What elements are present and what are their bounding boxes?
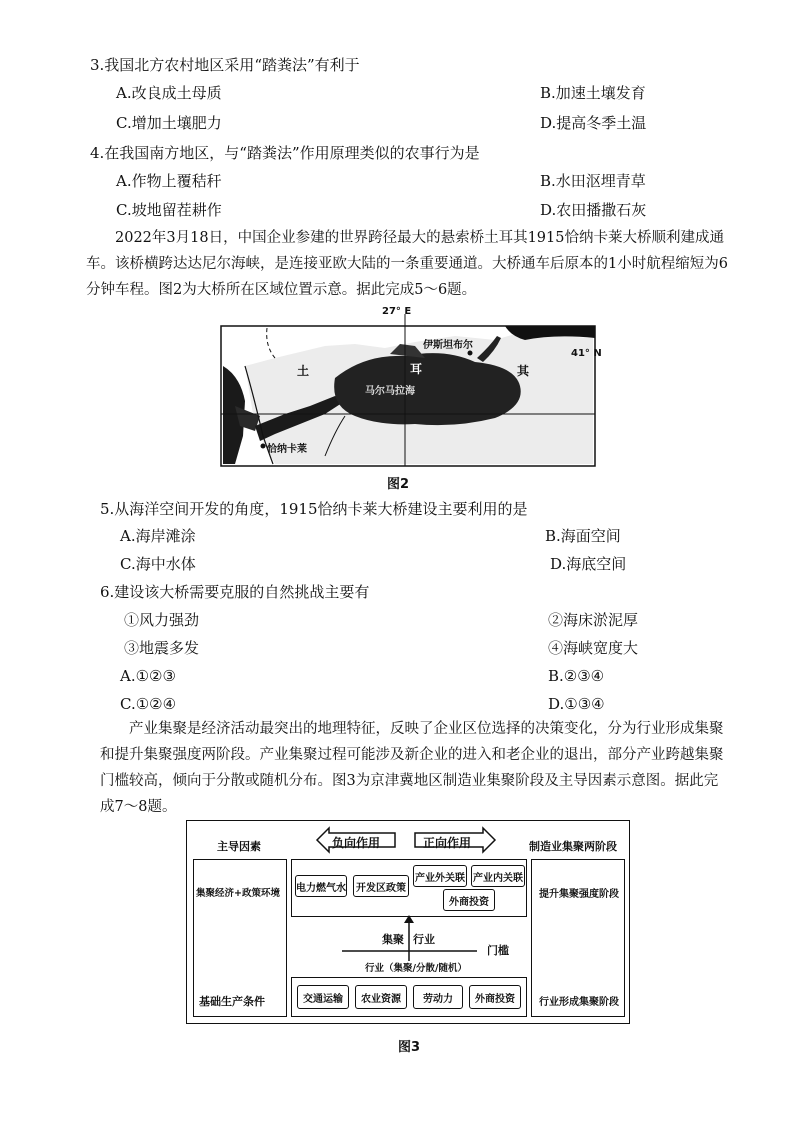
q5-option-c: C.海中水体 bbox=[120, 555, 196, 573]
factor-foreign-investment-bottom: 外商投资 bbox=[469, 985, 521, 1009]
q5-stem: 5.从海洋空间开发的角度，1915恰纳卡莱大桥建设主要利用的是 bbox=[100, 500, 528, 518]
q6-option-c: C.①②④ bbox=[120, 695, 177, 713]
q6-option-b: B.②③④ bbox=[548, 667, 605, 685]
turkey-char-tu: 土 bbox=[297, 364, 310, 378]
q6-option-a: A.①②③ bbox=[120, 667, 176, 685]
passage-bridge: 2022年3月18日，中国企业参建的世界跨径最大的悬索桥土耳其1915恰纳卡莱大桥顺利建成通车。该桥横跨达达尼尔海峡，是连接亚欧大陆的一条重要通道。大桥通车后原本的1小时航程缩短为6分钟车程。图2为大桥所在区域位置示意。据此完成5～6题。 bbox=[86, 230, 728, 298]
factor-basic-production: 基础生产条件 bbox=[199, 995, 265, 1008]
factor-agglomeration-policy: 集聚经济+政策环境 bbox=[196, 888, 280, 899]
q6-stem: 6.建设该大桥需要克服的自然挑战主要有 bbox=[100, 583, 370, 601]
figure-2-map bbox=[215, 306, 600, 468]
q3-option-a: A.改良成土母质 bbox=[116, 84, 222, 102]
canakkale-label: 恰纳卡莱 bbox=[267, 444, 307, 455]
q6-item-3: ③地震多发 bbox=[124, 639, 200, 657]
q5-option-a: A.海岸滩涂 bbox=[120, 527, 196, 545]
factor-labor: 劳动力 bbox=[413, 985, 463, 1009]
dominant-factors-title: 主导因素 bbox=[217, 840, 261, 853]
positive-effect-label: 正向作用 bbox=[423, 836, 472, 850]
two-stage-title: 制造业集聚两阶段 bbox=[529, 840, 617, 853]
stage-formation: 行业形成集聚阶段 bbox=[539, 997, 619, 1008]
istanbul-label: 伊斯坦布尔 bbox=[423, 340, 473, 351]
q5-option-b: B.海面空间 bbox=[545, 527, 621, 545]
factor-utilities: 电力燃气水 bbox=[295, 875, 347, 897]
figure-2-caption: 图2 bbox=[387, 477, 410, 492]
q6-item-4: ④海峡宽度大 bbox=[548, 639, 639, 657]
q3-option-d: D.提高冬季土温 bbox=[540, 114, 647, 132]
passage-industry: 产业集聚是经济活动最突出的地理特征，反映了企业区位选择的决策变化，分为行业形成集聚和提升集聚强度两阶段。产业集聚过程可能涉及新企业的进入和老企业的退出，部分产业跨越集聚门槛较高，倾向于分散或随机分布。图3为京津冀地区制造业集聚阶段及主导因素示意图。据此完成7～8题。 bbox=[100, 721, 724, 815]
q3-option-b: B.加速土壤发育 bbox=[540, 84, 646, 102]
q3-stem: 3.我国北方农村地区采用“踏粪法”有利于 bbox=[90, 56, 360, 74]
factor-agriculture: 农业资源 bbox=[355, 985, 407, 1009]
turkey-char-qi: 其 bbox=[517, 364, 530, 378]
q6-item-2: ②海床淤泥厚 bbox=[548, 611, 639, 629]
q6-item-1: ①风力强劲 bbox=[124, 611, 200, 629]
q4-stem: 4.在我国南方地区，与“踏粪法”作用原理类似的农事行为是 bbox=[90, 144, 480, 162]
turkey-char-er: 耳 bbox=[410, 362, 423, 376]
factor-zone-policy: 开发区政策 bbox=[353, 875, 409, 897]
q6-option-d: D.①③④ bbox=[548, 695, 605, 713]
q4-option-d: D.农田播撒石灰 bbox=[540, 201, 647, 219]
marmara-sea-label: 马尔马拉海 bbox=[365, 386, 415, 397]
threshold-label: 门槛 bbox=[487, 944, 509, 957]
figure-3-diagram bbox=[186, 820, 630, 1024]
latitude-label: 41° N bbox=[571, 348, 602, 359]
q4-option-a: A.作物上覆秸秆 bbox=[116, 172, 222, 190]
factor-internal-linkage: 产业内关联 bbox=[471, 865, 525, 887]
q5-option-d: D.海底空间 bbox=[550, 555, 627, 573]
industry-label: 行业 bbox=[413, 933, 435, 946]
longitude-label: 27° E bbox=[382, 306, 412, 317]
q4-option-c: C.坡地留茬耕作 bbox=[116, 201, 222, 219]
q4-option-b: B.水田沤埋青草 bbox=[540, 172, 646, 190]
factor-foreign-investment-top: 外商投资 bbox=[443, 889, 495, 911]
q3-option-c: C.增加土壤肥力 bbox=[116, 114, 222, 132]
agglomeration-label: 集聚 bbox=[382, 933, 404, 946]
factor-external-linkage: 产业外关联 bbox=[413, 865, 467, 887]
figure-3-caption: 图3 bbox=[398, 1040, 421, 1055]
stage-enhance: 提升集聚强度阶段 bbox=[539, 889, 619, 900]
factor-transport: 交通运输 bbox=[297, 985, 349, 1009]
negative-effect-label: 负向作用 bbox=[332, 836, 381, 850]
industry-distribution-label: 行业（集聚/分散/随机） bbox=[365, 963, 467, 974]
greece-label: 希 腊 bbox=[229, 330, 239, 353]
